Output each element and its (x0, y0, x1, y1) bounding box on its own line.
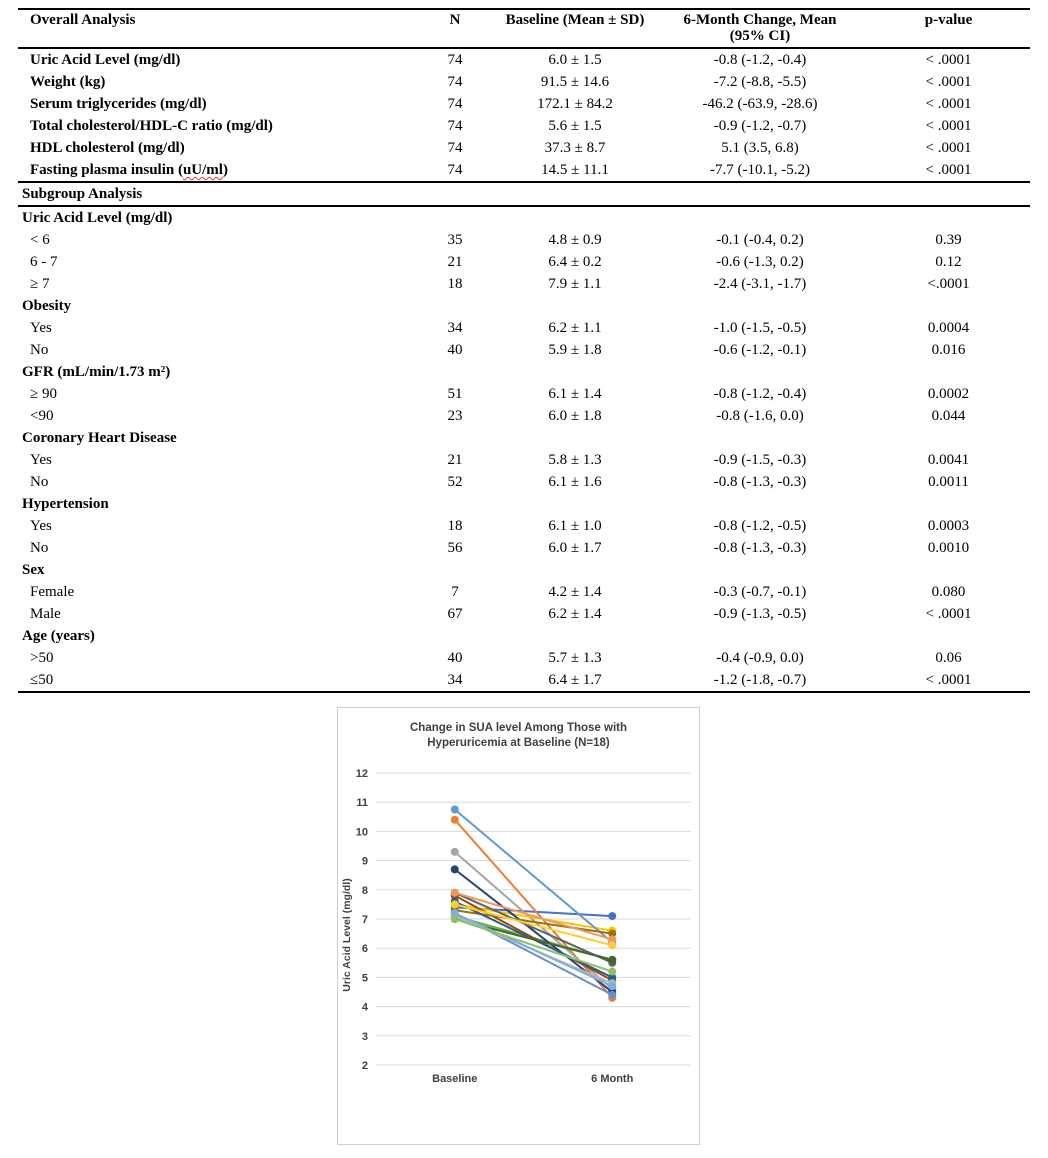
cell-n: 74 (447, 96, 463, 112)
cell-change: -2.4 (-3.1, -1.7) (713, 276, 807, 292)
series-line (455, 893, 613, 940)
row-label: Weight (kg) (30, 74, 106, 90)
cell-baseline: 5.8 ± 1.3 (548, 452, 602, 468)
row-label: Subgroup Analysis (18, 182, 1030, 206)
cell-n: 74 (447, 118, 463, 134)
row-label: ≥ 7 (30, 276, 50, 292)
cell-pvalue: < .0001 (925, 52, 972, 68)
cell-n: 34 (447, 672, 463, 688)
cell-change: -0.9 (-1.5, -0.3) (713, 452, 807, 468)
cell-n: 18 (447, 276, 463, 292)
chart-title (338, 708, 699, 751)
cell-pvalue: 0.044 (931, 408, 966, 424)
results-table (18, 8, 1030, 693)
cell-baseline: 7.9 ± 1.1 (548, 276, 602, 292)
cell-n: 74 (447, 140, 463, 156)
cell-change: -0.9 (-1.2, -0.7) (713, 118, 807, 134)
header-6month-change (653, 9, 867, 48)
cell-change: -7.2 (-8.8, -5.5) (713, 74, 807, 90)
header-n: N (413, 9, 497, 48)
cell-pvalue: 0.0004 (927, 320, 970, 336)
y-tick-label: 8 (361, 884, 368, 897)
y-tick-label: 10 (355, 826, 368, 839)
cell-n: 51 (447, 386, 463, 402)
data-point-marker (608, 991, 616, 999)
y-tick-label: 9 (361, 855, 368, 868)
row-label: Female (30, 584, 75, 600)
table-row (18, 48, 1030, 71)
cell-n: 74 (447, 74, 463, 90)
table-row (18, 383, 1030, 405)
row-label: GFR (mL/min/1.73 m²) (22, 364, 171, 380)
cell-change: -0.1 (-0.4, 0.2) (716, 232, 804, 248)
row-label: No (30, 474, 49, 490)
cell-pvalue: 0.0003 (927, 518, 970, 534)
cell-change: -0.6 (-1.3, 0.2) (716, 254, 804, 270)
table-row (18, 537, 1030, 559)
row-label: Yes (30, 320, 52, 336)
cell-baseline: 6.1 ± 1.6 (548, 474, 602, 490)
row-label: Sex (22, 562, 45, 578)
cell-baseline: 172.1 ± 84.2 (537, 96, 613, 112)
cell-n: 56 (447, 540, 463, 556)
y-tick-label: 4 (361, 1001, 368, 1014)
table-row (18, 137, 1030, 159)
cell-pvalue: < .0001 (925, 96, 972, 112)
cell-change: -0.6 (-1.2, -0.1) (713, 342, 807, 358)
y-tick-label: 7 (361, 914, 368, 926)
row-label: HDL cholesterol (mg/dl) (30, 140, 185, 156)
table-row (18, 515, 1030, 537)
cell-n: 21 (447, 452, 463, 468)
header-pvalue: p-value (867, 9, 1030, 48)
sua-line-chart (338, 751, 699, 1141)
cell-change: -7.7 (-10.1, -5.2) (710, 162, 810, 178)
row-label: Serum triglycerides (mg/dl) (30, 96, 207, 112)
cell-change: 5.1 (3.5, 6.8) (721, 140, 799, 156)
row-label: < 6 (30, 232, 50, 248)
header-change-line1: 6-Month Change, Mean (683, 12, 837, 28)
table-row (18, 405, 1030, 427)
table-row (18, 115, 1030, 137)
cell-n: 18 (447, 518, 463, 534)
y-tick-label: 5 (361, 972, 368, 985)
data-point-marker (451, 848, 459, 856)
cell-pvalue: 0.016 (931, 342, 966, 358)
row-label: ≤50 (30, 672, 54, 688)
cell-n: 35 (447, 232, 463, 248)
cell-n: 74 (447, 162, 463, 178)
y-axis-title: Uric Acid Level (mg/dl) (341, 878, 353, 992)
cell-n: 34 (447, 320, 463, 336)
cell-baseline: 6.0 ± 1.5 (548, 52, 602, 68)
x-category-label: Baseline (432, 1073, 478, 1085)
table-row (18, 669, 1030, 692)
cell-baseline: 6.4 ± 1.7 (548, 672, 602, 688)
group-header-row (18, 295, 1030, 317)
cell-n: 67 (447, 606, 463, 622)
cell-n: 23 (447, 408, 463, 424)
y-tick-label: 3 (361, 1030, 368, 1043)
cell-baseline: 6.4 ± 0.2 (548, 254, 602, 270)
cell-baseline: 6.2 ± 1.4 (548, 606, 602, 622)
row-label: Male (30, 606, 61, 622)
cell-pvalue: 0.12 (935, 254, 962, 270)
cell-n: 21 (447, 254, 463, 270)
row-label: ≥ 90 (30, 386, 57, 402)
table-row (18, 603, 1030, 625)
cell-baseline: 5.6 ± 1.5 (548, 118, 602, 134)
cell-pvalue: 0.0002 (927, 386, 970, 402)
header-overall-analysis: Overall Analysis (18, 9, 413, 48)
table-row (18, 159, 1030, 182)
cell-n: 7 (451, 584, 459, 600)
cell-baseline: 6.0 ± 1.7 (548, 540, 602, 556)
table-row (18, 339, 1030, 361)
cell-pvalue: 0.06 (935, 650, 962, 666)
group-header-row (18, 206, 1030, 229)
cell-change: -0.9 (-1.3, -0.5) (713, 606, 807, 622)
spellcheck-underline: uU/ml (182, 162, 223, 178)
table-row (18, 71, 1030, 93)
cell-change: -0.8 (-1.2, -0.5) (713, 518, 807, 534)
cell-change: -0.4 (-0.9, 0.0) (716, 650, 804, 666)
row-label: Uric Acid Level (mg/dl) (30, 52, 181, 68)
cell-pvalue: 0.0041 (927, 452, 970, 468)
table-row (18, 251, 1030, 273)
cell-baseline: 6.1 ± 1.0 (548, 518, 602, 534)
row-label: >50 (30, 650, 54, 666)
y-tick-label: 6 (361, 943, 368, 956)
cell-pvalue: < .0001 (925, 74, 972, 90)
cell-baseline: 4.2 ± 1.4 (548, 584, 602, 600)
cell-n: 52 (447, 474, 463, 490)
data-point-marker (608, 912, 616, 920)
table-header-row (18, 9, 1030, 48)
cell-change: -0.3 (-0.7, -0.1) (713, 584, 807, 600)
table-row (18, 93, 1030, 115)
cell-baseline: 6.2 ± 1.1 (548, 320, 602, 336)
row-label: Total cholesterol/HDL-C ratio (mg/dl) (30, 118, 273, 134)
cell-pvalue: <.0001 (927, 276, 970, 292)
group-header-row (18, 559, 1030, 581)
cell-change: -0.8 (-1.3, -0.3) (713, 540, 807, 556)
cell-baseline: 91.5 ± 14.6 (540, 74, 610, 90)
chart-title-line1: Change in SUA level Among Those with (409, 722, 628, 734)
data-point-marker (451, 900, 459, 908)
row-label: Hypertension (22, 496, 109, 512)
data-point-marker (608, 956, 616, 964)
table-row (18, 471, 1030, 493)
data-point-marker (451, 889, 459, 897)
group-header-row (18, 427, 1030, 449)
data-point-marker (608, 968, 616, 976)
data-point-marker (451, 865, 459, 873)
table-row (18, 229, 1030, 251)
cell-change: -0.8 (-1.2, -0.4) (713, 386, 807, 402)
cell-change: -46.2 (-63.9, -28.6) (702, 96, 818, 112)
y-tick-label: 11 (356, 797, 368, 810)
chart-title-line2: Hyperuricemia at Baseline (N=18) (427, 737, 610, 749)
table-row (18, 317, 1030, 339)
cell-change: -1.0 (-1.5, -0.5) (713, 320, 807, 336)
cell-baseline: 6.0 ± 1.8 (548, 408, 602, 424)
cell-change: -0.8 (-1.6, 0.0) (716, 408, 804, 424)
row-label: Fasting plasma insulin (uU/ml) (30, 162, 228, 178)
cell-pvalue: 0.39 (935, 232, 962, 248)
cell-change: -0.8 (-1.2, -0.4) (713, 52, 807, 68)
group-header-row (18, 493, 1030, 515)
cell-baseline: 6.1 ± 1.4 (548, 386, 602, 402)
row-label: Yes (30, 452, 52, 468)
cell-pvalue: 0.0011 (928, 474, 969, 490)
header-change-line2: (95% CI) (729, 28, 791, 44)
table-row (18, 273, 1030, 295)
table-row (18, 581, 1030, 603)
group-header-row (18, 625, 1030, 647)
cell-pvalue: < .0001 (925, 118, 972, 134)
data-point-marker (451, 806, 459, 814)
data-point-marker (451, 816, 459, 824)
section-row (18, 182, 1030, 206)
data-point-marker (608, 982, 616, 990)
cell-baseline: 4.8 ± 0.9 (548, 232, 602, 248)
table-row (18, 449, 1030, 471)
cell-pvalue: < .0001 (925, 672, 972, 688)
cell-n: 40 (447, 342, 463, 358)
header-baseline: Baseline (Mean ± SD) (497, 9, 653, 48)
cell-pvalue: < .0001 (925, 140, 972, 156)
cell-n: 74 (447, 52, 463, 68)
cell-n: 40 (447, 650, 463, 666)
cell-pvalue: 0.0010 (927, 540, 970, 556)
row-label: Yes (30, 518, 52, 534)
table-row (18, 647, 1030, 669)
row-label: Uric Acid Level (mg/dl) (22, 210, 173, 226)
data-point-marker (608, 941, 616, 949)
chart-container (337, 707, 700, 1145)
row-label: Obesity (22, 298, 72, 314)
cell-pvalue: < .0001 (925, 162, 972, 178)
data-point-marker (451, 915, 459, 923)
row-label: No (30, 540, 49, 556)
y-tick-label: 12 (355, 768, 368, 780)
cell-pvalue: 0.080 (931, 584, 966, 600)
row-label: Age (years) (22, 628, 95, 644)
row-label: <90 (30, 408, 54, 424)
row-label: Coronary Heart Disease (22, 430, 177, 446)
cell-change: -1.2 (-1.8, -0.7) (713, 672, 807, 688)
cell-pvalue: < .0001 (925, 606, 972, 622)
cell-baseline: 37.3 ± 8.7 (544, 140, 606, 156)
cell-change: -0.8 (-1.3, -0.3) (713, 474, 807, 490)
cell-baseline: 5.7 ± 1.3 (548, 650, 602, 666)
cell-baseline: 5.9 ± 1.8 (548, 342, 602, 358)
cell-baseline: 14.5 ± 11.1 (541, 162, 609, 178)
x-category-label: 6 Month (591, 1073, 634, 1085)
row-label: No (30, 342, 49, 358)
group-header-row (18, 361, 1030, 383)
y-tick-label: 2 (361, 1060, 368, 1072)
row-label: 6 - 7 (30, 254, 58, 270)
